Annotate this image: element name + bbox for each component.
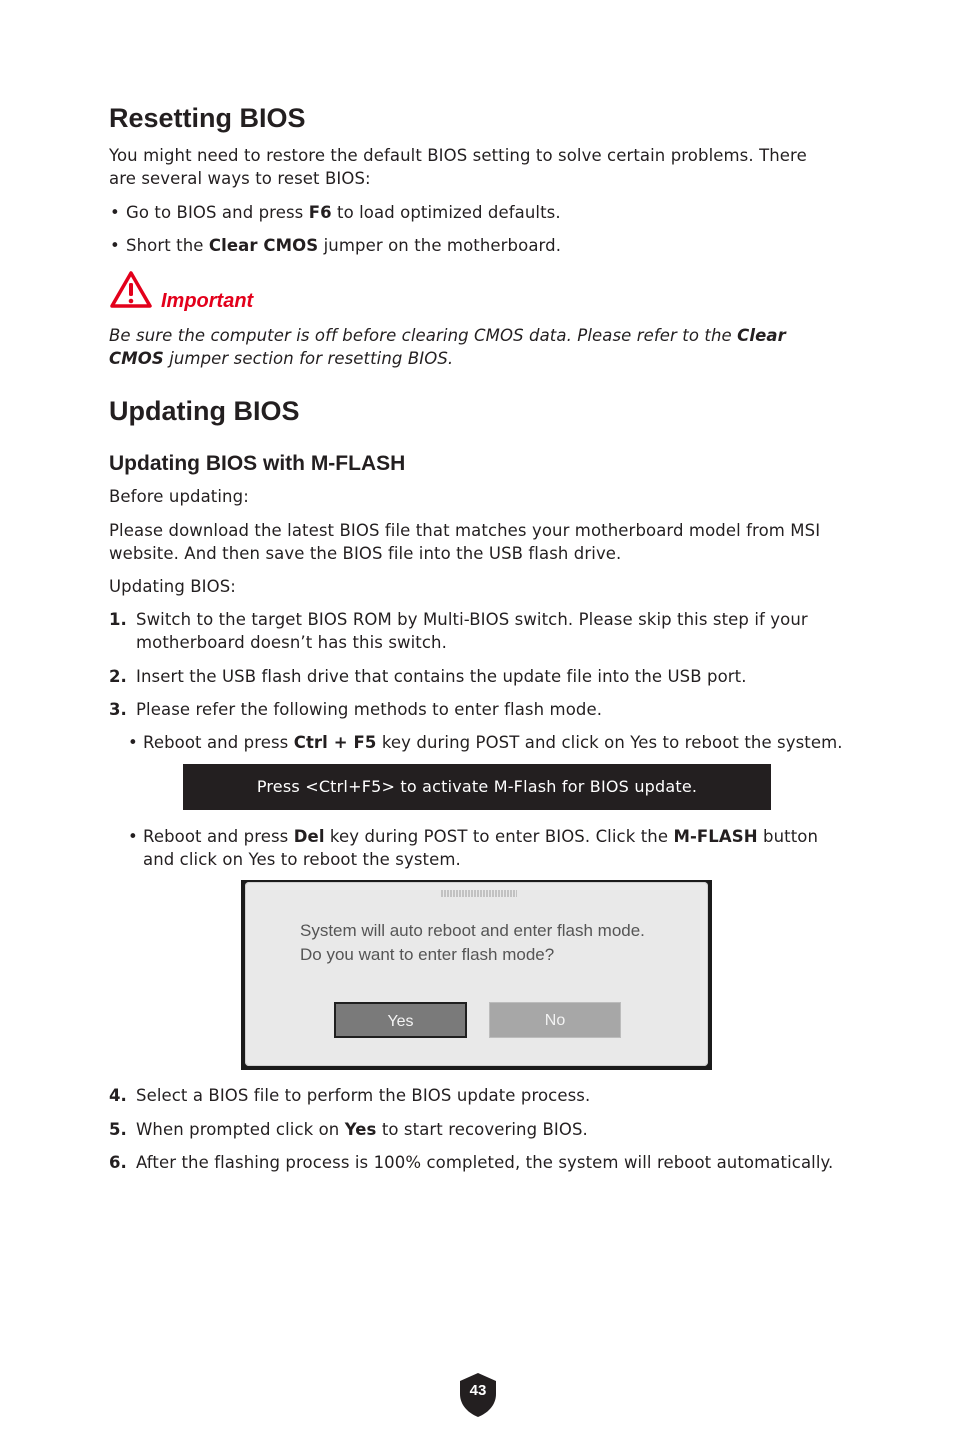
resetting-intro-line2: are several ways to reset BIOS:	[109, 169, 371, 188]
bullet-dot: •	[128, 733, 138, 752]
download-line1: Please download the latest BIOS file that matches your motherboard model from MSI	[109, 521, 821, 540]
download-line2: website. And then save the BIOS file into the USB flash drive.	[109, 544, 622, 563]
important-note-line2: CMOS jumper section for resetting BIOS.	[109, 349, 454, 368]
step4-text: Select a BIOS file to perform the BIOS update process.	[136, 1086, 591, 1105]
method-del-line2: and click on Yes to reboot the system.	[143, 850, 461, 869]
before-updating-label: Before updating:	[109, 487, 249, 506]
resetting-intro-line1: You might need to restore the default BIOS setting to solve certain problems. There	[109, 146, 807, 165]
dialog-message-line1: System will auto reboot and enter flash mode.	[300, 921, 645, 940]
step1-line2: motherboard doesn’t has this switch.	[136, 633, 447, 652]
bullet-dot: •	[110, 203, 120, 222]
section-title-updating: Updating BIOS	[109, 396, 300, 426]
flash-mode-dialog	[245, 882, 708, 1066]
important-note-line1: Be sure the computer is off before clearing CMOS data. Please refer to the Clear	[109, 326, 786, 345]
step1-line1: Switch to the target BIOS ROM by Multi-BIOS switch. Please skip this step if your	[136, 610, 808, 629]
bullet-dot: •	[128, 827, 138, 846]
dialog-message-line2: Do you want to enter flash mode?	[300, 945, 555, 964]
post-screen-banner: Press <Ctrl+F5> to activate M-Flash for BIOS update.	[183, 764, 771, 810]
dialog-drag-grip	[441, 890, 517, 897]
reset-bullet-f6: Go to BIOS and press F6 to load optimized defaults.	[126, 203, 561, 222]
dialog-yes-button[interactable]: Yes	[334, 1002, 467, 1038]
dialog-no-button[interactable]: No	[489, 1002, 621, 1038]
reset-bullet-clear-cmos: Short the Clear CMOS jumper on the motherboard.	[126, 236, 562, 255]
method-del-line1: Reboot and press Del key during POST to enter BIOS. Click the M-FLASH button	[143, 827, 819, 846]
step-number: 3.	[109, 700, 127, 719]
step-number: 4.	[109, 1086, 127, 1105]
method-ctrl-f5: Reboot and press Ctrl + F5 key during POST and click on Yes to reboot the system.	[143, 733, 843, 752]
warning-icon	[109, 270, 153, 310]
section-title-resetting: Resetting BIOS	[109, 103, 306, 133]
subsection-title-mflash: Updating BIOS with M-FLASH	[109, 452, 406, 475]
flash-mode-dialog-screenshot	[241, 880, 712, 1070]
step3-text: Please refer the following methods to enter flash mode.	[136, 700, 603, 719]
page-number: 43	[469, 1382, 487, 1399]
important-heading: Important	[161, 290, 254, 312]
step-number: 2.	[109, 667, 127, 686]
step6-text: After the flashing process is 100% completed, the system will reboot automatically.	[136, 1153, 834, 1172]
step-number: 1.	[109, 610, 127, 629]
step-number: 5.	[109, 1120, 127, 1139]
updating-bios-label: Updating BIOS:	[109, 577, 236, 596]
step5-text: When prompted click on Yes to start recovering BIOS.	[136, 1120, 588, 1139]
bullet-dot: •	[110, 236, 120, 255]
step-number: 6.	[109, 1153, 127, 1172]
step2-text: Insert the USB flash drive that contains the update file into the USB port.	[136, 667, 747, 686]
